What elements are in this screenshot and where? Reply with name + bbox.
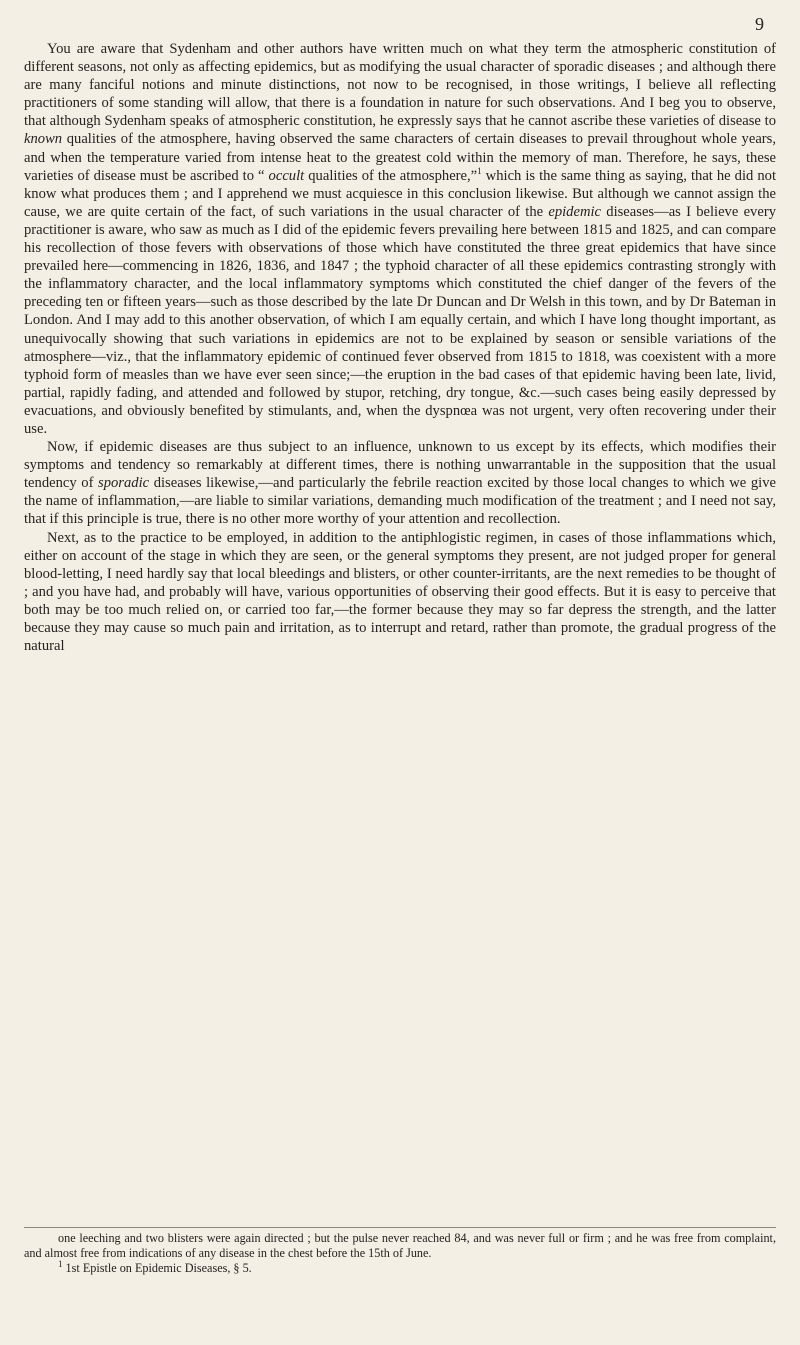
text-run: diseases likewise,—and particularly the febrile reaction excited by those local changes to which we give the name of inflammation,—are liable to similar variations, demanding much modification of the treatment ; and I need not say, that if this principle is true, there is no other more worthy of your attention and recollection. bbox=[24, 475, 776, 528]
text-run: Now, if epidemic diseases are thus subject to an influence, unknown to us except by its effects, which modifies their symptoms and tendency so remarkably at different times, there is nothing unwarrantable in the supposition that the usual tendency of bbox=[24, 439, 776, 492]
text-run: qualities of the atmosphere, having observed the same characters of certain diseases to prevail throughout whole years, and when the temperature varied from intense heat to the greatest cold within the memory of man. Therefore, he says, these varieties of disease must be ascribed to “ bbox=[24, 131, 776, 184]
paragraph bbox=[24, 529, 776, 656]
footnote-divider bbox=[24, 1227, 776, 1228]
footnote-1 bbox=[24, 1258, 776, 1276]
text-run: You are aware that Sydenham and other authors have written much on what they term the atmospheric constitution of different seasons, not only as affecting epidemics, but as modifying the usual character of sporadic diseases ; and although there are many fanciful notions and minute distinctions, not now to be recognised, in those writings, I believe all reflecting practitioners of some standing will allow, that there is a foundation in nature for such observations. And I beg you to observe, that although Sydenham speaks of atmospheric constitution, he expressly says that he cannot ascribe these varieties of disease to bbox=[24, 41, 776, 130]
footnote-continuation: one leeching and two blisters were again directed ; but the pulse never reached 84, and was never full or firm ; and he was free from complaint, and almost free from indications of any disease in the chest before the 15th of June. bbox=[24, 1231, 776, 1260]
text-run: qualities of the atmosphere,” bbox=[304, 167, 478, 184]
footnote-marker: 1 bbox=[58, 1258, 63, 1269]
footnote-text: 1st Epistle on Epidemic Diseases, § 5. bbox=[62, 1261, 252, 1275]
italic-text: epidemic bbox=[548, 203, 602, 220]
footnotes bbox=[24, 1231, 776, 1276]
page-number: 9 bbox=[755, 14, 764, 34]
main-text bbox=[24, 40, 776, 655]
text-run: diseases—as I believe every practitioner is aware, who saw as much as I did of the epidemic fevers prevailing here between 1815 and 1825, and can compare his recollection of those fevers with observations of those which have constituted the three great epidemics that have since prevailed here—commencing in 1826, 1836, and 1847 ; the typhoid character of all these epidemics contrasting strongly with the inflammatory character, and the local inflammatory symptoms which constituted the chief danger of the fevers of the preceding ten or fifteen years—such as those described by the late Dr Duncan and Dr Welsh in this town, and by Dr Bateman in London. And I may add to this another observation, of which I am equally certain, and which I have long thought important, as unequivocally showing that such variations in epidemics are not to be explained by season or sensible variations of the atmosphere—viz., that the inflammatory epidemic of continued fever observed from 1815 to 1818, was coexistent with a more typhoid form of measles than we have ever seen since;—the eruption in the bad cases of that epidemic having been late, livid, partial, rapidly fading, and attended and followed by stupor, retching, dry tongue, &c.—such cases being easily depressed by evacuations, and obviously benefited by stimulants, and, when the dyspnœa was not urgent, very often recovering under their use. bbox=[24, 203, 776, 437]
paragraph bbox=[24, 40, 776, 438]
text-run: which is the same thing as saying, that he did not know what produces them ; and I apprehend we must acquiesce in this conclusion likewise. But although we cannot assign the cause, we are quite certain of the fact, of such variations in the usual character of the bbox=[24, 167, 777, 220]
italic-text: sporadic bbox=[98, 475, 150, 492]
italic-text: occult bbox=[268, 167, 305, 184]
italic-text: known bbox=[24, 131, 63, 148]
footnote-ref: 1 bbox=[477, 165, 482, 176]
text-run: Next, as to the practice to be employed, in addition to the antiphlogistic regimen, in cases of those inflammations which, either on account of the stage in which they are seen, or the general symptoms they present, are not judged proper for general blood-letting, I need hardly say that local bleedings and blisters, or other counter-irritants, are the next remedies to be thought of ; and you have had, and probably will have, various opportunities of observing their good effects. But it is easy to perceive that both may be too much relied on, or carried too far,—the former because they may so far depress the strength, and the latter because they may cause so much pain and irritation, as to interrupt and retard, rather than promote, the gradual progress of the natural bbox=[24, 529, 776, 655]
paragraph bbox=[24, 438, 776, 528]
